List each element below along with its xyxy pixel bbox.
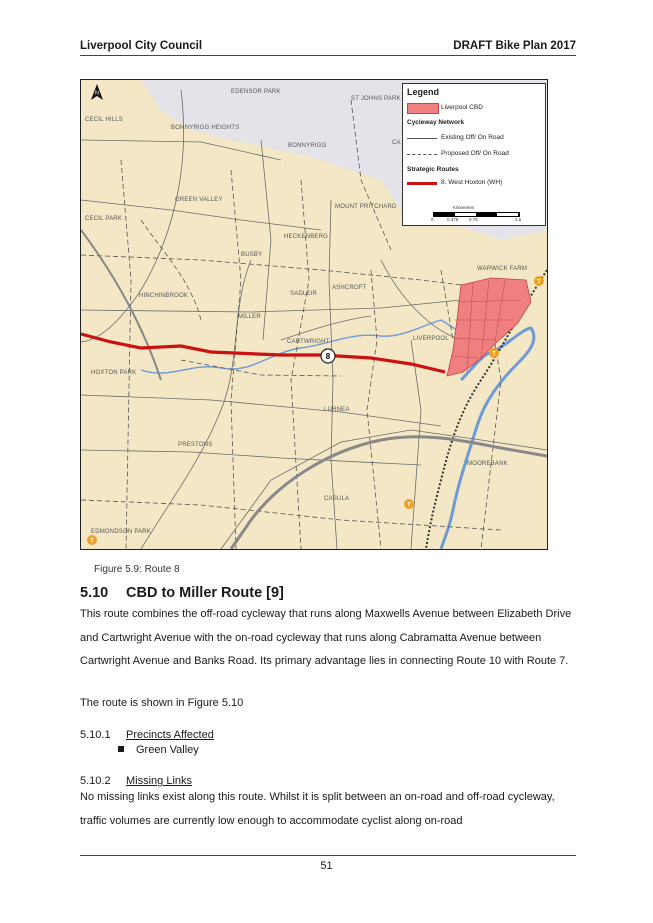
scale-tick: 1.5 bbox=[515, 217, 522, 222]
missing-links-paragraph: No missing links exist along this route. Whilst it is split between an on-road and off-road cycleway, traffic volumes are currently low enough to accommodate cyclist along on-road bbox=[80, 791, 555, 827]
page-header-org: Liverpool City Council bbox=[80, 40, 203, 52]
station-warwick-farm-label: T bbox=[537, 279, 541, 286]
suburb-label: CA bbox=[392, 140, 401, 146]
legend-route-line bbox=[407, 182, 437, 185]
suburb-label: HINCHINBROOK bbox=[139, 293, 189, 299]
suburb-label: CASULA bbox=[324, 496, 350, 502]
suburb-label: WARWICK FARM bbox=[477, 266, 528, 272]
legend-cbd-swatch bbox=[407, 103, 439, 114]
map-legend bbox=[402, 83, 546, 226]
suburb-label: HOXTON PARK bbox=[91, 370, 137, 376]
suburb-label: GREEN VALLEY bbox=[175, 197, 223, 203]
suburb-label: MOUNT PRITCHARD bbox=[335, 204, 397, 210]
subsection-title: Precincts Affected bbox=[126, 729, 214, 741]
header-rule bbox=[80, 55, 576, 56]
station-edmondson-label: T bbox=[90, 538, 94, 545]
north-arrow-label: N bbox=[95, 90, 99, 97]
suburb-label: PRESTONS bbox=[178, 442, 213, 448]
station-casula-label: T bbox=[407, 502, 411, 509]
suburb-label: LIVERPOOL bbox=[413, 336, 449, 342]
suburb-label: BUSBY bbox=[241, 252, 263, 258]
legend-network-title: Cycleway Network bbox=[407, 119, 465, 126]
scale-tick: 0 bbox=[431, 217, 434, 222]
section-title: CBD to Miller Route [9] bbox=[126, 585, 284, 601]
suburb-label: BONNYRIGG bbox=[288, 143, 327, 149]
route-map bbox=[80, 79, 548, 550]
section-heading bbox=[80, 585, 284, 601]
subsection-precincts bbox=[80, 729, 214, 741]
motorway bbox=[231, 437, 547, 549]
legend-proposed-line bbox=[407, 154, 437, 155]
suburb-label: MOOREBANK bbox=[467, 461, 508, 467]
suburb-label: CARTWRIGHT bbox=[287, 339, 330, 345]
suburb-label: CECIL HILLS bbox=[85, 117, 123, 123]
suburb-label: LURNEA bbox=[324, 407, 350, 413]
suburb-label: ST JOHNS PARK bbox=[351, 96, 401, 102]
intro-paragraph: This route combines the off-road cycleway that runs along Maxwells Avenue between Elizabeth Drive and Cartwright Avenue with the on-road cycleway that runs along Cabramatta Avenue between Cartwright Avenue and Banks Road. Its primary advantage lies in connecting Route 10 with Route 7. bbox=[80, 608, 572, 667]
figure-caption: Figure 5.9: Route 8 bbox=[94, 564, 180, 575]
figure-reference-paragraph: The route is shown in Figure 5.10 bbox=[80, 697, 244, 709]
legend-km-label: Kilometres bbox=[453, 205, 475, 210]
list-item bbox=[118, 744, 199, 756]
freeway-west bbox=[81, 230, 161, 380]
legend-existing-label: Existing Off/ On Road bbox=[441, 134, 504, 141]
suburb-label: SADLEIR bbox=[290, 291, 318, 297]
subsection-number: 5.10.1 bbox=[80, 729, 111, 741]
list-item-text: Green Valley bbox=[136, 744, 199, 756]
subsection-number: 5.10.2 bbox=[80, 775, 111, 787]
suburb-label: ASHCROFT bbox=[332, 285, 367, 291]
legend-route-label: 8. West Hoxton (WH) bbox=[441, 179, 503, 186]
legend-existing-line bbox=[407, 138, 437, 139]
footer-rule bbox=[80, 855, 576, 856]
suburb-label: CECIL PARK bbox=[85, 216, 123, 222]
suburb-label: EDMONDSON PARK bbox=[91, 529, 152, 535]
route-marker-label: 8 bbox=[325, 352, 331, 361]
suburb-label: BONNYRIGG HEIGHTS bbox=[171, 125, 240, 131]
suburb-label: HECKENBERG bbox=[284, 234, 329, 240]
suburb-label: MILLER bbox=[238, 314, 261, 320]
scale-tick: 0.75 bbox=[469, 217, 478, 222]
page-number: 51 bbox=[320, 860, 333, 872]
section-number: 5.10 bbox=[80, 585, 109, 601]
station-liverpool-label: T bbox=[492, 351, 496, 358]
legend-proposed-label: Proposed Off/ On Road bbox=[441, 150, 509, 157]
north-arrow-icon bbox=[91, 84, 103, 100]
bullet-icon bbox=[118, 746, 124, 752]
suburb-label: EDENSOR PARK bbox=[231, 89, 281, 95]
creek bbox=[141, 320, 486, 373]
subsection-title: Missing Links bbox=[126, 775, 193, 787]
page-header-doc: DRAFT Bike Plan 2017 bbox=[453, 40, 576, 52]
legend-title: Legend bbox=[407, 87, 440, 97]
scale-tick: 0.375 bbox=[447, 217, 459, 222]
legend-strategic-title: Strategic Routes bbox=[407, 166, 459, 173]
legend-cbd-label: Liverpool CBD bbox=[441, 104, 483, 111]
